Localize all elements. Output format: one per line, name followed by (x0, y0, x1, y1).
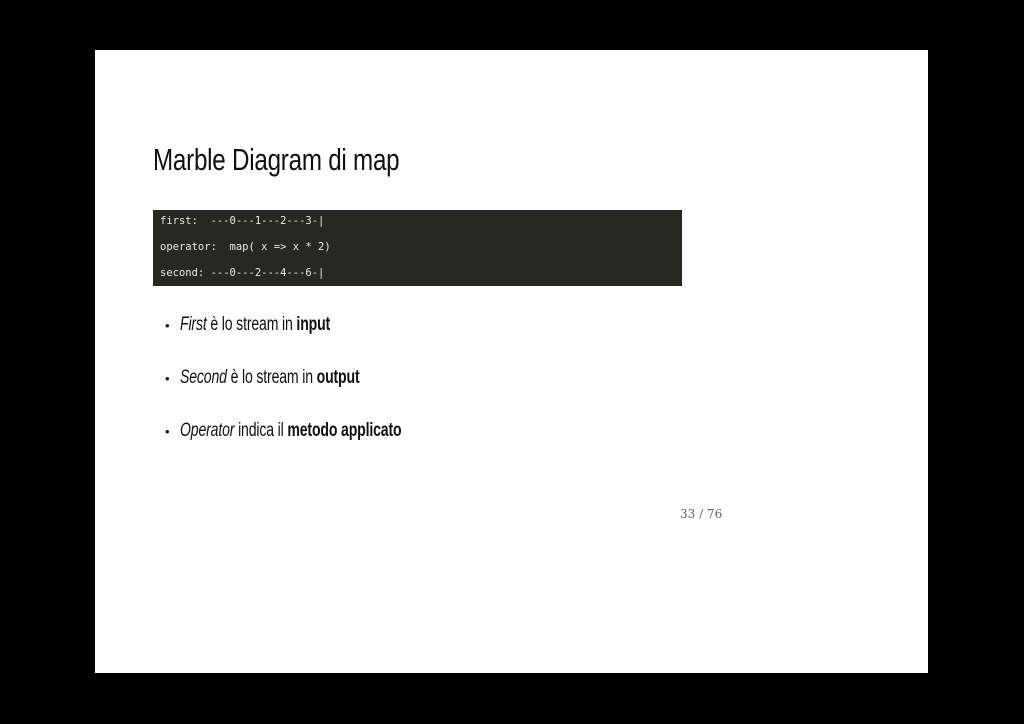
bullet-strong: metodo applicato (287, 420, 402, 441)
bullet-marker: • (165, 371, 170, 386)
bullet-marker: • (165, 424, 170, 439)
bullet-strong: output (316, 367, 360, 388)
bullet-text (180, 314, 330, 336)
code-line-second: second: ---0---2---4---6-| (160, 267, 325, 279)
code-line-first: first: ---0---1---2---3-| (160, 215, 325, 227)
code-block (153, 210, 682, 286)
bullet-strong: input (296, 314, 331, 335)
code-line-operator: operator: map( x => x * 2) (160, 241, 331, 253)
page-number: 33 / 76 (680, 507, 723, 521)
bullet-emphasis: Operator (180, 420, 235, 441)
bullet-marker: • (165, 318, 170, 333)
bullet-body: è lo stream in (226, 367, 317, 388)
slide (95, 50, 928, 673)
bullet-emphasis: Second (180, 367, 227, 388)
bullet-body: è lo stream in (206, 314, 297, 335)
slide-title: Marble Diagram di map (153, 142, 400, 177)
bullet-body: indica il (234, 420, 288, 441)
bullet-text (180, 367, 359, 389)
bullet-text (180, 420, 401, 442)
bullet-emphasis: First (180, 314, 207, 335)
